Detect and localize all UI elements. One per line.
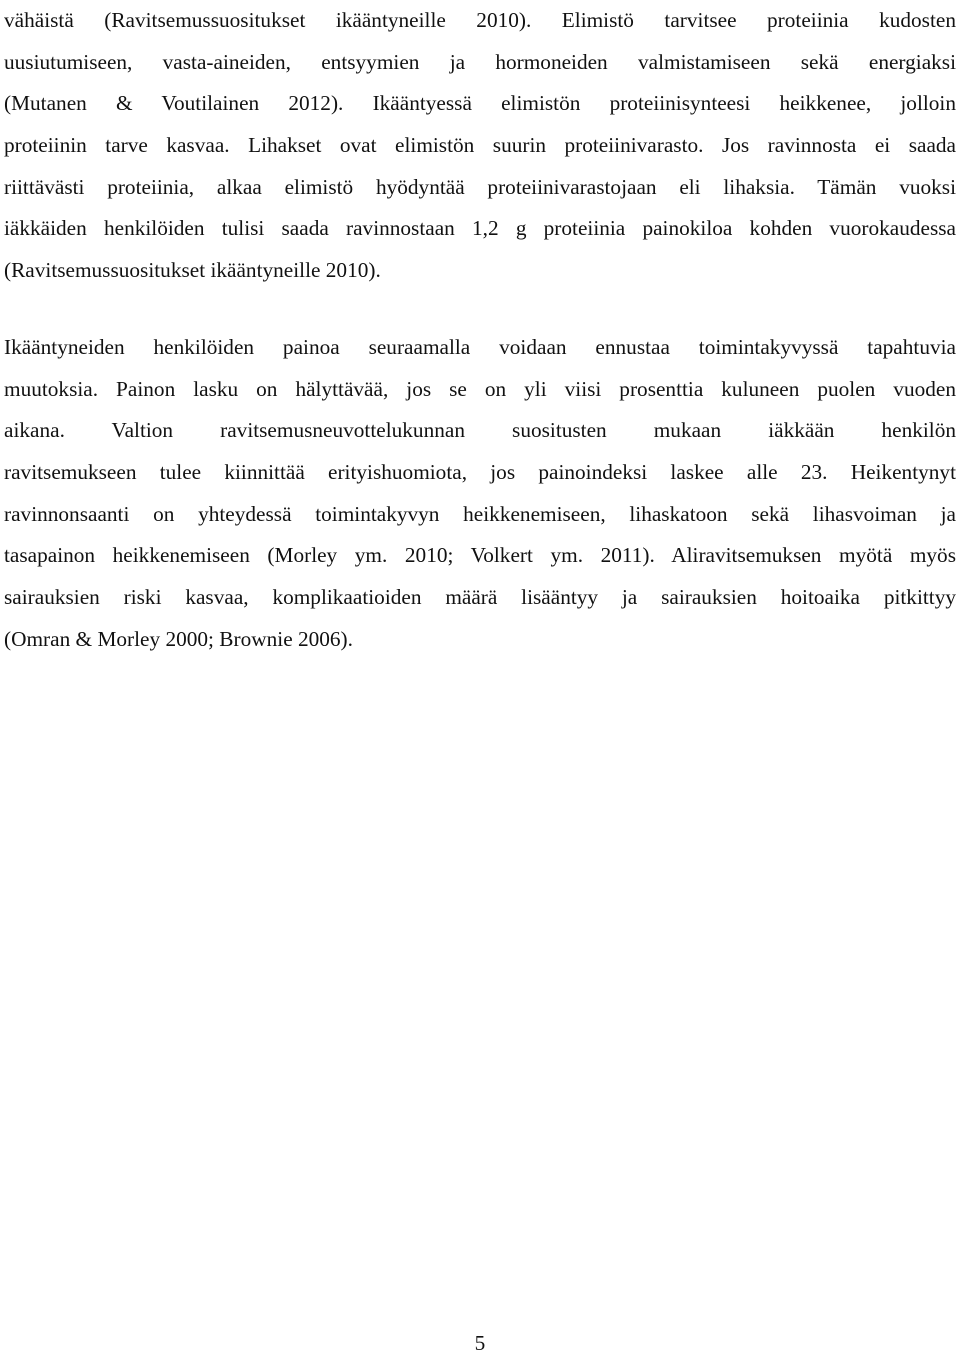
text-line: tasapainon heikkenemiseen (Morley ym. 2010; Volkert ym. 2011). Aliravitsemuksen myötä myös: [4, 543, 956, 568]
paragraph-protein-needs: [4, 0, 956, 292]
paragraph-weight-monitoring: [4, 327, 956, 661]
text-line: (Omran & Morley 2000; Brownie 2006).: [4, 626, 353, 651]
text-line: ravitsemukseen tulee kiinnittää erityishuomiota, jos painoindeksi laskee alle 23. Heikentynyt: [4, 460, 956, 485]
page-number: 5: [474, 1331, 486, 1355]
text-line: proteiinin tarve kasvaa. Lihakset ovat elimistön suurin proteiinivarasto. Jos ravinnosta ei saada: [4, 133, 956, 158]
text-line: uusiutumiseen, vasta-aineiden, entsyymien ja hormoneiden valmistamiseen sekä energiaksi: [4, 49, 956, 74]
text-line: riittävästi proteiinia, alkaa elimistö hyödyntää proteiinivarastojaan eli lihaksia. Tämän vuoksi: [4, 174, 956, 199]
text-line: (Mutanen & Voutilainen 2012). Ikääntyessä elimistön proteiinisynteesi heikkenee, jolloin: [4, 91, 956, 116]
text-line: iäkkäiden henkilöiden tulisi saada ravinnostaan 1,2 g proteiinia painokiloa kohden vuorokaudessa: [4, 216, 956, 241]
text-line: Ikääntyneiden henkilöiden painoa seuraamalla voidaan ennustaa toimintakyvyssä tapahtuvia: [4, 335, 956, 359]
text-line: aikana. Valtion ravitsemusneuvottelukunnan suositusten mukaan iäkkään henkilön: [4, 418, 956, 443]
text-line: ravinnonsaanti on yhteydessä toimintakyvyn heikkenemiseen, lihaskatoon sekä lihasvoiman ja: [4, 501, 956, 526]
text-line: (Ravitsemussuositukset ikääntyneille 2010).: [4, 258, 381, 283]
text-line: sairauksien riski kasvaa, komplikaatioiden määrä lisääntyy ja sairauksien hoitoaika pitkittyy: [4, 585, 956, 610]
text-line: muutoksia. Painon lasku on hälyttävää, jos se on yli viisi prosenttia kuluneen puolen vuoden: [4, 376, 956, 401]
text-line: vähäistä (Ravitsemussuositukset ikääntyneille 2010). Elimistö tarvitsee proteiinia kudosten: [4, 8, 956, 32]
